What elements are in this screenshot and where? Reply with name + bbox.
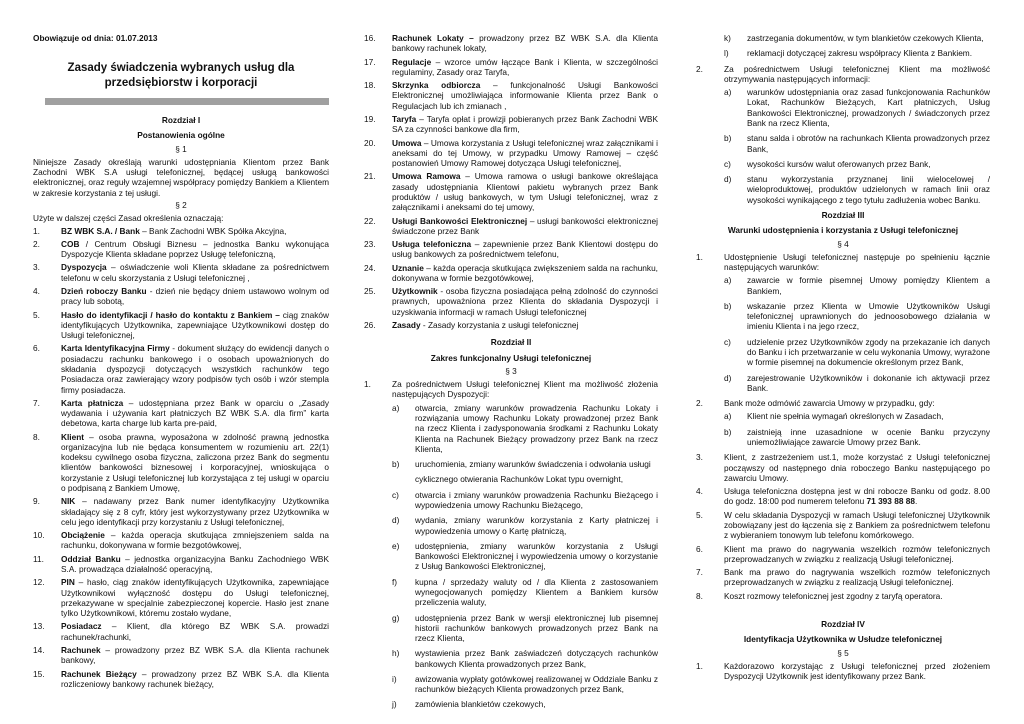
p4-item-1-subitems (696, 275, 990, 393)
definition-term: Dzień roboczy Banku (61, 285, 147, 296)
p4-item-1-subitem-letter: b) (724, 300, 732, 311)
p4-item-2-subitem-text: Klient nie spełnia wymagań określonych w Zasadach, (747, 411, 944, 422)
definition-term: Rachunek (61, 644, 101, 655)
p3-subitem-text: udostępnienia, zmiany warunków korzystania z Usługi Bankowości Elektronicznej i wypowiedzenia umowy o korzystanie z Usług Bankowości Elektronicznej, (415, 540, 658, 572)
p4-item-text: Bank ma prawo do nagrywania wszelkich rozmów telefonicznych przeprowadzanych w związku z realizacją Usługi telefonicznej. (724, 567, 990, 588)
p3-item-2-subitem (724, 87, 990, 128)
p4-item-body (724, 510, 990, 541)
p3-subitem-letter: d) (392, 515, 400, 526)
p4-item-number: 3. (696, 452, 703, 463)
title-line-2: przedsiębiorstw i korporacji (104, 76, 258, 89)
definition-item (33, 554, 329, 575)
p4-item-2-number: 2. (696, 398, 703, 409)
p4-item-body (724, 567, 990, 588)
chapter-3-title: Rozdział III (821, 209, 865, 220)
definition-number: 9. (33, 496, 40, 507)
p4-item-2-subitem-letter: a) (724, 411, 732, 422)
p4-item-1-subitem-text: zawarcie w formie pisemnej Umowy pomiędzy Klientem a Bankiem, (747, 275, 990, 296)
definition-number: 13. (33, 621, 45, 632)
p4-item-1-subitem-text: udzielenie przez Użytkowników zgody na przekazanie ich danych do Banku i ich przetwarzanie w celu wykonania Umowy, wyrażone w formie pisemnej na dokumencie określonym przez Bank, (747, 336, 990, 368)
p3-subitem-letter: g) (392, 612, 400, 623)
p3-subitem-letter: k) (724, 33, 731, 43)
p4-item-2-subitem (724, 427, 990, 448)
definition-item (364, 171, 658, 212)
definition-item (364, 80, 658, 111)
definition-term: BZ WBK S.A. / Bank (61, 225, 140, 236)
definition-item (33, 621, 329, 642)
paragraph-2-intro: Użyte w dalszej części Zasad określenia oznaczają: (33, 213, 224, 224)
p3-subitem-text: otwarcia, zmiany warunków prowadzenia Rachunku Lokaty i rozwiązania umowy Rachunku Lokaty prowadzonej przez Bank na rzecz Klienta i zadysponowania środkami z Rachunku Lokaty Klienta na Rachunek Bieżący prowadzony przez Bank na rzecz Klienta, (415, 402, 658, 454)
definition-number: 23. (364, 239, 376, 250)
p3-item-2-text: Za pośrednictwem Usługi telefonicznej Klient ma możliwość otrzymywania następujących informacji: (724, 63, 990, 84)
paragraph-3-sign: § 3 (505, 365, 517, 376)
definitions-list-part-1 (33, 226, 329, 690)
p3-subitem-b-continuation: cyklicznego otwierania Rachunków Lokat typu overnight, (415, 474, 623, 485)
definition-text: – osoba prawna, wyposażona w zdolność prawną jednostka organizacyjna lub nie będąca konsumentem w rozumieniu art. 22(1) kodeksu cywilnego osoba fizyczna, zaliczona przez Bank do segmentu klientów bankowości biznesowej i korporacyjnej, wnioskująca o korzystanie z Usługi telefonicznej lub korzystająca z tej usługi w oparciu o podpisaną z Bankiem Umowę, (61, 431, 329, 494)
definition-item (33, 262, 329, 283)
definition-body (61, 239, 329, 260)
p3-subitem-text: wystawienia przez Bank zaświadczeń dotyczących rachunków bankowych Klienta prowadzonych przez Bank, (415, 648, 658, 669)
definition-item (364, 216, 658, 237)
chapter-2-subtitle: Zakres funkcjonalny Usługi telefonicznej (430, 352, 592, 363)
p3-item-2-subitem-letter: b) (724, 133, 732, 144)
definition-term: Uznanie (392, 262, 424, 273)
definition-body (61, 496, 329, 527)
document-title (33, 61, 329, 90)
definition-term: Usługa telefoniczna (392, 239, 472, 250)
p3-subitem-text: awizowania wypłaty gotówkowej realizowanej w Oddziale Banku z rachunków bieżących Klienta prowadzonych przez Bank, (415, 673, 658, 695)
definition-item (33, 645, 329, 666)
p3-subitem (392, 577, 658, 608)
definition-number: 10. (33, 530, 45, 541)
title-line-1: Zasady świadczenia wybranych usług dla (67, 62, 295, 75)
definition-item (33, 577, 329, 618)
definition-body (61, 577, 329, 618)
definition-text: - Zasady korzystania z usługi telefonicznej (420, 320, 579, 331)
p3-subitem-letter: c) (392, 489, 399, 500)
p4-item-2-subitems (696, 411, 990, 447)
definition-text: – Umowa korzystania z Usługi telefonicznej wraz załącznikami i aneksami do tej Umowy, w przypadku Umowy Ramowej – część postanowień Umowy Ramowej dotycząca Usługi telefonicznej, (392, 137, 658, 169)
definition-number: 18. (364, 80, 376, 91)
definition-term: Hasło do identyfikacji / hasło do kontaktu z Bankiem – (61, 309, 280, 320)
definition-body (392, 171, 658, 212)
paragraph-4-sign: § 4 (837, 238, 849, 249)
definition-item (364, 239, 658, 260)
definition-term: Posiadacz (61, 621, 102, 632)
p3-item-2-subitem-letter: c) (724, 158, 731, 169)
definition-text: – funkcjonalność Usługi Bankowości Elektronicznej umożliwiająca informowanie Klienta przez Bank o Regulacjach lub ich zmianach , (392, 80, 658, 111)
definition-number: 22. (364, 215, 376, 226)
p3-item-2-subitem-text: warunków udostępniania oraz zasad funkcjonowania Rachunków Lokat, Rachunków Bieżących, Kart płatniczych, Usług Bankowości Elektronicznej, prowadzonych / świadczonych przez Bank na rzecz Klienta, (747, 87, 990, 128)
p4-item-1-subitem-text: zarejestrowanie Użytkowników i dokonanie ich aktywacji przez Bank. (747, 372, 990, 393)
p4-item-1-number: 1. (696, 251, 703, 262)
definition-term: Rachunek Bieżący (61, 668, 137, 679)
p4-item (696, 544, 990, 565)
paragraph-2-sign: § 2 (175, 200, 187, 210)
definition-body (61, 621, 329, 642)
p3-subitem (392, 459, 658, 469)
definition-body (392, 57, 658, 78)
p4-item-number: 5. (696, 509, 703, 520)
p4-item-body (724, 591, 990, 601)
definition-body (61, 286, 329, 307)
definition-text: – prowadzony przez BZ WBK S.A. dla Klienta rachunek bankowy, (61, 644, 329, 666)
definition-body (61, 398, 329, 429)
p3-item-1-number: 1. (364, 379, 371, 390)
definition-term: Karta płatnicza (61, 397, 124, 408)
title-divider-bar (45, 98, 329, 105)
definition-item (33, 669, 329, 690)
definition-item (33, 286, 329, 307)
definition-number: 4. (33, 285, 40, 296)
p3-subitem-letter: b) (392, 459, 400, 470)
p3-subitem-text: wydania, zmiany warunków korzystania z Karty płatniczej i wypowiedzenia umowy o Kartę płatniczą, (415, 515, 658, 536)
p3-subitem-letter: f) (392, 576, 398, 587)
effective-date: Obowiązuje od dnia: 01.07.2013 (33, 33, 158, 43)
p3-subitem-text: udostępnienia przez Bank w wersji elektronicznej lub pisemnej historii rachunków bankowych prowadzonych przez Bank na rzecz Klienta, (415, 612, 658, 644)
p3-item-2-subitem-text: stanu wykorzystania przyznanej linii wielocelowej / wieloproduktowej, produktów udzielonych w ramach linii oraz wysokości wynikającego z tego tytułu zadłużenia wobec Banku. (747, 174, 990, 205)
paragraph-5-sign: § 5 (837, 647, 849, 658)
definition-term: Skrzynka odbiorcza (392, 80, 481, 91)
definition-number: 1. (33, 225, 40, 236)
chapter-1-subtitle: Postanowienia ogólne (137, 130, 225, 141)
definition-number: 5. (33, 309, 40, 320)
column-1 (33, 33, 329, 720)
definition-text: - osoba fizyczna posiadająca pełną zdolność do czynności prawnych, upoważniona przez Klienta do składania Dyspozycji i uzyskiwania informacji w ramach Usługi telefonicznej (392, 286, 658, 317)
chapter-4-subtitle: Identyfikacja Użytkownika w Usłudze telefonicznej (743, 634, 943, 645)
p5-item-1 (696, 661, 990, 682)
p3-item-2-subitem-letter: d) (724, 174, 732, 185)
definition-item (364, 33, 658, 54)
p3-subitem-text: otwarcia i zmiany warunków prowadzenia Rachunku Bieżącego i wypowiedzenia umowy Rachunku Bieżącego, (415, 489, 658, 510)
definition-number: 8. (33, 431, 40, 442)
p4-item-text: Klient ma prawo do nagrywania wszelkich rozmów telefonicznych przeprowadzanych w związku z realizacją Usługi telefonicznej. (724, 543, 990, 564)
chapter-4-title: Rozdział IV (821, 618, 865, 629)
chapter-1-title: Rozdział I (161, 115, 201, 126)
p3-item-1 (364, 379, 658, 400)
p3-subitem (392, 490, 658, 511)
definition-item (33, 226, 329, 236)
p3-item-2-subitem (724, 159, 990, 169)
definition-item (364, 263, 658, 284)
definition-term: Obciążenie (61, 530, 105, 541)
definition-text: – jednostka organizacyjna Banku Zachodniego WBK S.A. prowadząca działalność operacyjną, (61, 553, 329, 574)
definition-number: 20. (364, 137, 376, 148)
definition-item (33, 530, 329, 551)
definition-term: Użytkownik (392, 286, 438, 297)
definition-text: ciąg znaków identyfikujących Użytkownika, zapewniające Użytkownikowi dostęp do Usługi telefonicznej, (61, 309, 329, 341)
definition-item (364, 114, 658, 135)
p3-subitem-text: reklamacji dotyczącej zakresu współpracy Klienta z Bankiem. (747, 48, 973, 59)
chapter-3-subtitle: Warunki udostępnienia i korzystania z Usługi telefonicznej (727, 225, 959, 236)
definition-text: – nadawany przez Bank numer identyfikacyjny Użytkownika składający się z 8 cyfr, który jest wykorzystywany przez Użytkownika w celu jego identyfikacji przy korzystaniu z Usługi telefonicznej, (61, 496, 329, 527)
definition-number: 24. (364, 262, 376, 273)
p3-subitem (392, 648, 658, 669)
p4-item-1-text: Udostępnienie Usługi telefonicznej następuje po spełnieniu łącznie następujących warunków: (724, 251, 990, 273)
definition-body (392, 33, 658, 54)
definition-number: 19. (364, 113, 376, 124)
p3-item-2-subitem (724, 174, 990, 205)
p3-subitem-text: zamówienia blankietów czekowych, (415, 699, 546, 710)
definition-number: 16. (364, 33, 376, 43)
p4-item-1-subitem-letter: c) (724, 336, 731, 347)
paragraph-1-sign: § 1 (175, 143, 187, 154)
p3-item-2-subitem (724, 133, 990, 154)
definition-body (61, 530, 329, 551)
definition-text: – udostępniana przez Bank w oparciu o „Zasady wydawania i używania kart płatniczych BZ WBK S.A. dla firm” karta debetowa, karta charge lub karta pre-paid, (61, 397, 329, 429)
definition-number: 2. (33, 238, 40, 249)
p3-subitem-text: kupna / sprzedaży waluty od / dla Klienta z zastosowaniem wynegocjowanych pomiędzy Klientem a Bankiem kursów przeliczenia waluty, (415, 576, 658, 608)
definition-term: Dyspozycja (61, 262, 107, 273)
definition-term: Zasady (392, 320, 421, 331)
definition-text: – wzorce umów łączące Bank i Klienta, w szczególności regulaminy, Zasady oraz Taryfa, (392, 56, 658, 77)
p4-item-1 (696, 252, 990, 273)
p3-subitem-letter: l) (724, 48, 729, 59)
p4-item-text: W celu składania Dyspozycji w ramach Usługi telefonicznej Użytkownik zobowiązany jest do łączenia się z Bankiem za pośrednictwem telefonu z wybieraniem tonowym lub telefonu komórkowego. (724, 509, 990, 541)
definition-number: 12. (33, 577, 45, 588)
definition-body (392, 320, 658, 330)
definition-item (33, 343, 329, 394)
p4-item-1-subitem (724, 275, 990, 296)
p4-item-1-subitem (724, 337, 990, 368)
p3-subitem (392, 613, 658, 644)
definition-number: 17. (364, 56, 376, 67)
definition-text: – zapewnienie przez Bank Klientowi dostępu do usług bankowych za pośrednictwem telefonu, (392, 239, 658, 260)
definition-term: Taryfa (392, 113, 417, 124)
definition-text: – usługi bankowości elektronicznej świadczone przez Bank (392, 215, 658, 236)
definition-text: / Centrum Obsługi Biznesu – jednostka Banku wykonująca Dyspozycje Klienta składane poprzez Usługę telefoniczną, (61, 238, 329, 260)
p4-item (696, 486, 990, 507)
definition-item (364, 57, 658, 78)
definition-number: 3. (33, 262, 40, 273)
definition-term: PIN (61, 577, 75, 588)
p4-item-1-subitem-letter: a) (724, 275, 732, 286)
p4-item-body (724, 486, 990, 507)
definition-text: – Umowa ramowa o usługi bankowe określająca zasady udostępniania Klientowi pakietu wybranych przez Bank produktów / usług bankowych, w tym Usługi telefonicznej, wraz z załącznikami i aneksami do tej umowy, (392, 171, 658, 213)
p3-item-2-subitem-text: stanu salda i obrotów na rachunkach Klienta prowadzonych przez Bank, (747, 133, 990, 154)
p4-item-text: Klient, z zastrzeżeniem ust.1, może korzystać z Usługi telefonicznej począwszy od następnego dnia roboczego Banku następującego po zawarciu Umowy. (724, 452, 990, 483)
paragraph-1-text: Niniejsze Zasady określają warunki udostępniania Klientom przez Bank Zachodni WBK S.A usługi telefonicznej, będącej usługą bankowości elektronicznej, oraz reguły wzajemnej współpracy pomiędzy Bankiem a Klientem w zakresie korzystania z tej usługi. (33, 156, 329, 198)
definition-number: 26. (364, 320, 376, 331)
definition-body (392, 239, 658, 260)
definition-term: Usługi Bankowości Elektronicznej (392, 215, 528, 226)
p4-item-1-subitem (724, 373, 990, 394)
definition-item (33, 398, 329, 429)
p4-item-2-subitem-text: zaistnieją inne uzasadnione w ocenie Banku przyczyny uniemożliwiające zawarcie Umowy przez Bank. (747, 426, 990, 447)
definition-item (33, 310, 329, 341)
p3-item-1-subitems-part-1 (364, 403, 658, 710)
definition-body (61, 645, 329, 666)
definition-item (364, 138, 658, 169)
phone-number: 71 393 88 88 (866, 496, 915, 507)
definition-body (61, 343, 329, 394)
p4-item (696, 567, 990, 588)
p4-item (696, 510, 990, 541)
definition-text: prowadzony przez BZ WBK S.A. dla Klienta bankowy rachunek lokaty, (392, 33, 658, 54)
definition-number: 25. (364, 286, 376, 297)
p5-item-1-number: 1. (696, 660, 703, 671)
definition-body (392, 114, 658, 135)
p3-subitem-letter: i) (392, 673, 397, 684)
p4-item-body (724, 452, 990, 483)
definition-body (61, 226, 329, 236)
p4-item (696, 591, 990, 601)
p3-item-2-subitems (696, 87, 990, 205)
definition-text: – oświadczenie woli Klienta składane za pośrednictwem telefonu w celu skorzystania z Usługi telefonicznej , (61, 262, 329, 283)
definition-text: – Bank Zachodni WBK Spółka Akcyjna, (139, 225, 287, 236)
chapter-2-title: Rozdział II (490, 337, 532, 348)
p3-subitem (724, 33, 990, 43)
p4-item-number: 6. (696, 543, 703, 554)
p3-item-2-subitem-letter: a) (724, 87, 732, 98)
p4-item-body (724, 544, 990, 565)
p4-item-1-subitem-text: wskazanie przez Klienta w Umowie Użytkowników Usługi telefonicznej uprawnionych do jednoosobowego działania w imieniu Klienta i na jego rzecz, (747, 300, 990, 332)
definition-text: – hasło, ciąg znaków identyfikujących Użytkownika, zapewniające Użytkownikowi wyłączność dostępu do Usługi telefonicznej, przekazywane w specjalnie zabezpieczonej kopercie. Hasło jest znane tylko Użytkownikowi, któremu zostało wydane, (61, 577, 329, 619)
definition-text: - dzień nie będący dniem ustawowo wolnym od pracy lub sobotą, (61, 285, 329, 307)
definition-term: NIK (61, 496, 76, 507)
definition-number: 6. (33, 343, 40, 354)
definition-body (61, 554, 329, 575)
definition-text: – Taryfa opłat i prowizji pobieranych przez Bank Zachodni WBK SA za czynności bankowe dla firm, (392, 113, 658, 135)
p4-item-text: Usługa telefoniczna dostępna jest w dni robocze Banku od godz. 8.00 do godz. 18:00 pod numerem telefonu (724, 486, 990, 507)
p3-subitem-letter: h) (392, 648, 400, 659)
p3-item-1-subitems-part-2 (696, 33, 990, 59)
p4-item-2-subitem (724, 411, 990, 421)
p3-subitem (392, 674, 658, 695)
p3-subitem-letter: e) (392, 540, 400, 551)
p3-item-2 (696, 64, 990, 85)
p3-subitem (392, 699, 658, 709)
definition-body (61, 669, 329, 690)
p3-subitem-text: uruchomienia, zmiany warunków świadczenia i odwołania usługi (415, 459, 651, 470)
p4-item-2 (696, 398, 990, 408)
definition-text: – każda operacja skutkująca zwiększeniem salda na rachunku, dokonywana w formie bezgotówkowej, (392, 262, 658, 283)
p4-item-2-subitem-letter: b) (724, 426, 732, 437)
p4-item-1-subitem (724, 301, 990, 332)
p3-item-2-number: 2. (696, 63, 703, 74)
definition-text: – każda operacja skutkująca zmniejszeniem salda na rachunku, dokonywana w formie bezgotówkowej, (61, 530, 329, 551)
p3-item-2-subitem-text: wysokości kursów walut oferowanych przez Bank, (747, 158, 931, 169)
definition-item (33, 496, 329, 527)
p3-subitem (392, 403, 658, 454)
definition-term: Rachunek Lokaty – (392, 33, 474, 43)
definition-term: Oddział Banku (61, 553, 121, 564)
definition-number: 21. (364, 171, 376, 182)
definition-body (392, 286, 658, 317)
definition-term: Umowa (392, 137, 422, 148)
p4-items-3-to-8 (696, 452, 990, 601)
p4-item-2-text: Bank może odmówić zawarcia Umowy w przypadku, gdy: (724, 398, 935, 409)
p3-subitem-letter: a) (392, 402, 400, 413)
p3-subitem (724, 48, 990, 58)
definition-number: 7. (33, 397, 40, 408)
definition-body (392, 216, 658, 237)
definition-item (33, 432, 329, 494)
definition-body (392, 138, 658, 169)
p3-subitem (392, 541, 658, 572)
p4-item-tail: . (914, 496, 918, 507)
definition-number: 14. (33, 644, 45, 655)
p3-subitem (392, 515, 658, 536)
definition-text: – Klient, dla którego BZ WBK S.A. prowadzi rachunek/rachunki, (61, 621, 329, 642)
p3-subitem-letter: j) (392, 699, 397, 710)
column-2 (364, 33, 658, 720)
definition-item (364, 286, 658, 317)
p4-item-text: Koszt rozmowy telefonicznej jest zgodny z taryfą operatora. (724, 590, 943, 601)
definition-item (364, 320, 658, 330)
definition-body (61, 310, 329, 341)
definition-text: - dokument służący do ewidencji danych o posiadaczu rachunku bankowego i o osobach upoważnionych do składania dyspozycji dotyczących wszystkich rachunków tego Posiadacza oraz zawierający wzory podpisów tych osób i wzór stempla firmy posiadacza. (61, 343, 329, 395)
definition-body (61, 432, 329, 494)
definition-text: – prowadzony przez BZ WBK S.A. dla Klienta rozliczeniowy bankowy rachunek bieżący, (61, 668, 329, 689)
definition-body (61, 262, 329, 283)
p3-subitem-text: zastrzegania dokumentów, w tym blankietów czekowych Klienta, (747, 33, 984, 43)
definition-number: 15. (33, 668, 45, 679)
p4-item-number: 4. (696, 486, 703, 497)
definition-body (392, 80, 658, 111)
p4-item-number: 7. (696, 567, 703, 578)
definition-item (33, 239, 329, 260)
definition-term: COB (61, 238, 80, 249)
p3-item-1-text: Za pośrednictwem Usługi telefonicznej Klient ma możliwość złożenia następujących Dyspozycji: (392, 379, 658, 400)
definitions-list-part-2 (364, 33, 658, 330)
definition-term: Karta Identyfikacyjna Firmy (61, 343, 170, 354)
definition-body (392, 263, 658, 284)
definition-term: Klient (61, 431, 85, 442)
p4-item (696, 452, 990, 483)
definition-term: Regulacje (392, 56, 432, 67)
definition-term: Umowa Ramowa (392, 171, 461, 182)
p4-item-number: 8. (696, 590, 703, 601)
p5-item-1-text: Każdorazowo korzystając z Usługi telefonicznej przed złożeniem Dyspozycji Użytkownik jest identyfikowany przez Bank. (724, 660, 990, 682)
definition-number: 11. (33, 553, 44, 564)
p4-item-1-subitem-letter: d) (724, 372, 732, 383)
column-3 (696, 33, 990, 720)
